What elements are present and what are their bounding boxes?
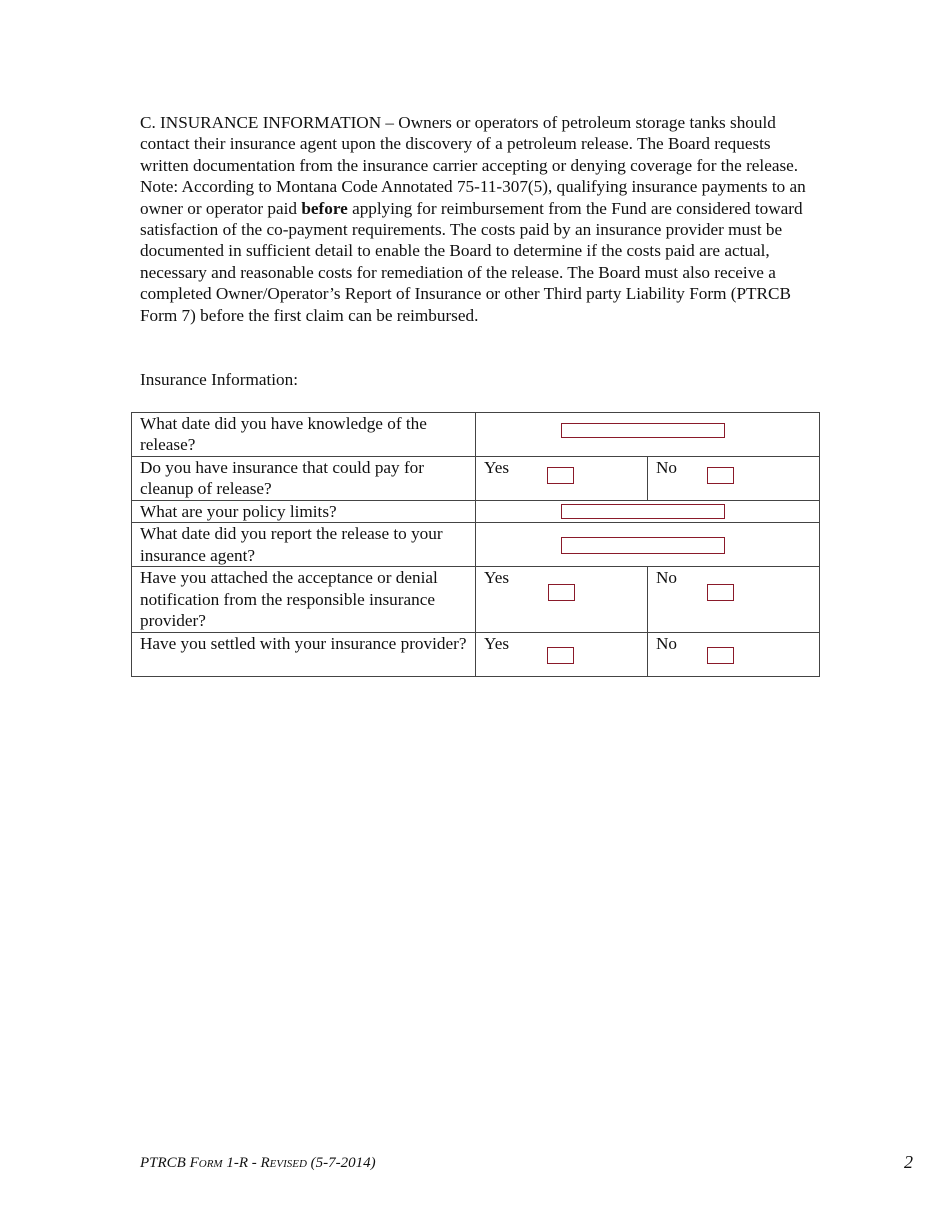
section-c-text-part2: applying for reimbursement from the Fund are considered toward satisfaction of the co-payment requirements. The costs paid by an insurance provider must be documented in sufficient detail to enable the Board to determine if the costs paid are actual, necessary and reasonable costs for remediation of the release. The Board must also receive a completed Owner/Operator’s Report of Insurance or other Third party Liability Form (PTRCB Form 7) before the first claim can be reimbursed.	[140, 198, 803, 325]
question-report-date: What date did you report the release to your insurance agent?	[132, 523, 476, 567]
table-row	[132, 413, 820, 457]
answer-cell	[476, 413, 820, 457]
section-c-text-part1: C. INSURANCE INFORMATION – Owners or operators of petroleum storage tanks should contact their insurance agent upon the discovery of a petroleum release. The Board requests written documentation from the insurance carrier accepting or denying coverage for the release. Note: According to Montana Code Annotated 75-11-307(5), qualifying insurance payments to an owner or operator paid	[140, 113, 806, 218]
table-row	[132, 457, 820, 501]
table-row	[132, 632, 820, 676]
no-label: No	[656, 633, 678, 653]
no-cell	[648, 632, 820, 676]
no-label: No	[656, 568, 678, 588]
table-row	[132, 523, 820, 567]
section-c-bold-word: before	[301, 198, 348, 218]
no-label: No	[656, 458, 678, 477]
yes-label: Yes	[484, 633, 510, 653]
question-knowledge-date: What date did you have knowledge of the release?	[132, 413, 476, 457]
table-row	[132, 501, 820, 523]
no-cell	[648, 457, 820, 501]
yes-label: Yes	[484, 568, 510, 588]
footer-page-number: 2	[904, 1152, 913, 1172]
question-attached-notification: Have you attached the acceptance or denial notification from the responsible insurance provider?	[132, 567, 476, 632]
report-date-field[interactable]	[561, 537, 725, 554]
insurance-table	[131, 412, 820, 677]
attached-notification-yes-checkbox[interactable]	[548, 584, 575, 601]
attached-notification-no-checkbox[interactable]	[707, 584, 734, 601]
question-has-insurance: Do you have insurance that could pay for cleanup of release?	[132, 457, 476, 501]
no-cell	[648, 567, 820, 632]
question-policy-limits: What are your policy limits?	[132, 501, 476, 523]
insurance-information-heading: Insurance Information:	[140, 370, 298, 389]
settled-yes-checkbox[interactable]	[547, 647, 574, 664]
has-insurance-no-checkbox[interactable]	[707, 467, 734, 484]
knowledge-date-field[interactable]	[561, 423, 725, 438]
answer-cell	[476, 501, 820, 523]
answer-cell	[476, 523, 820, 567]
table-row	[132, 567, 820, 632]
section-c-text	[140, 112, 810, 326]
footer-form-name: PTRCB Form 1-R - Revised (5-7-2014)	[140, 1155, 376, 1171]
yes-cell	[476, 567, 648, 632]
policy-limits-field[interactable]	[561, 504, 725, 519]
yes-cell	[476, 457, 648, 501]
question-settled: Have you settled with your insurance provider?	[132, 632, 476, 676]
yes-cell	[476, 632, 648, 676]
yes-label: Yes	[484, 458, 510, 477]
has-insurance-yes-checkbox[interactable]	[547, 467, 574, 484]
settled-no-checkbox[interactable]	[707, 647, 734, 664]
